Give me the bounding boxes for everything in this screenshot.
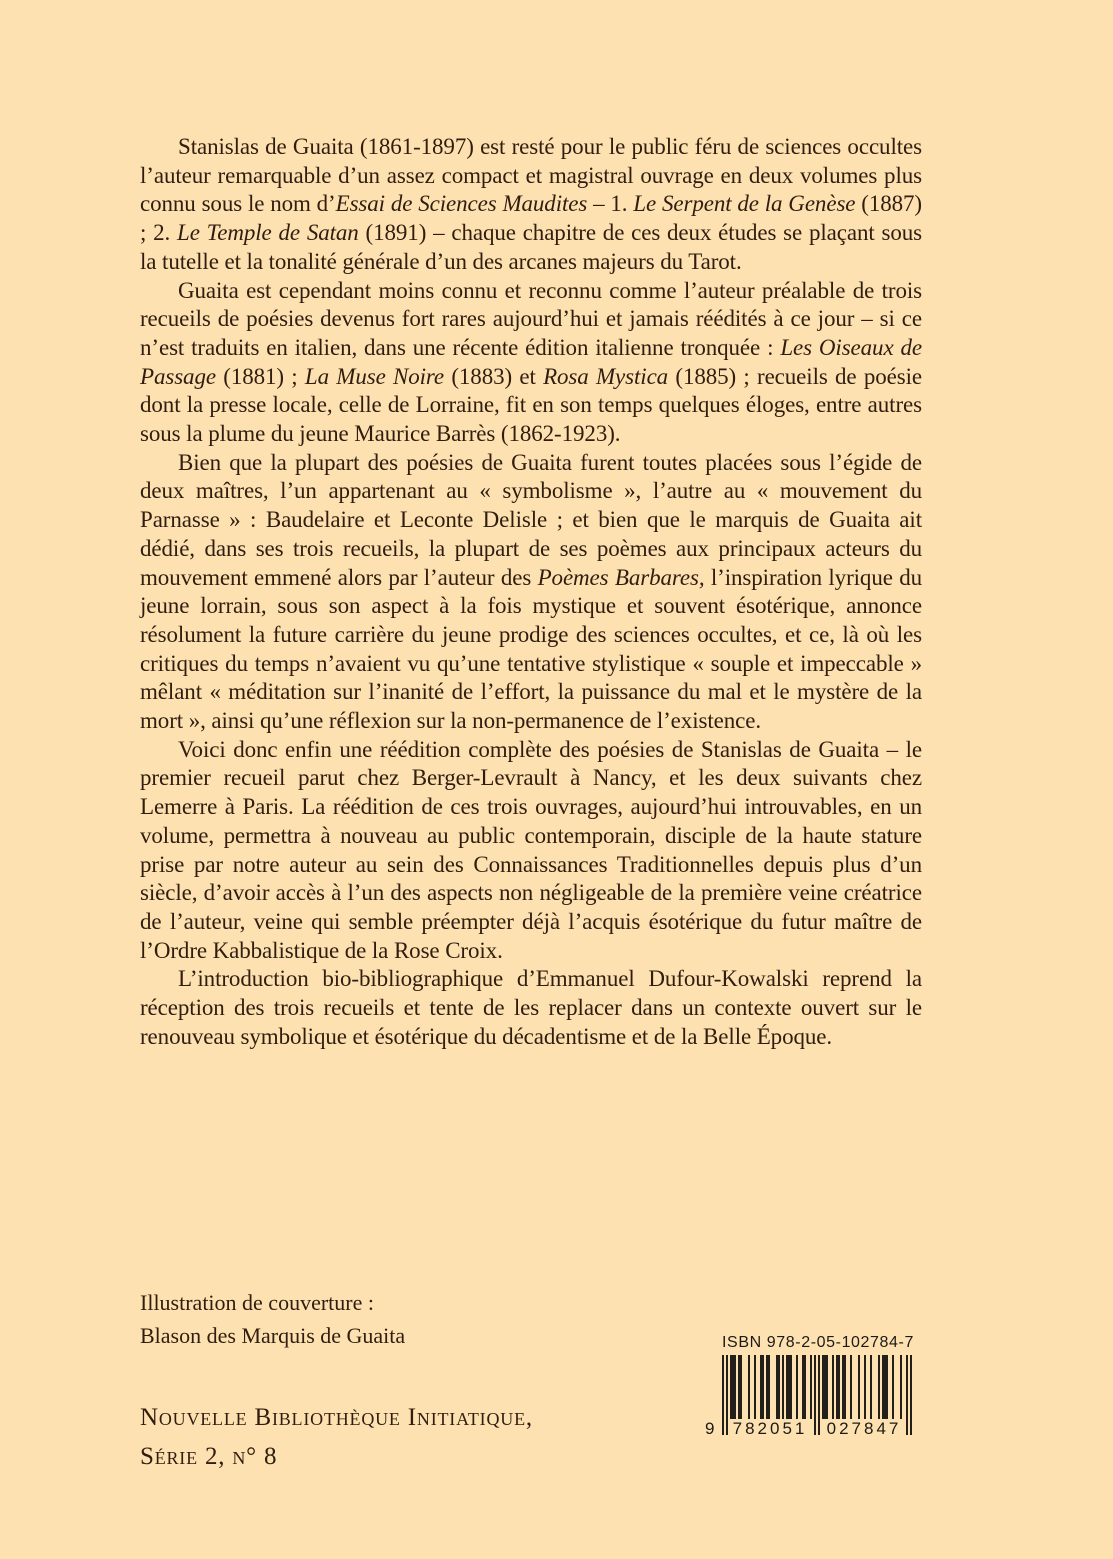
series-info: [140, 1398, 533, 1476]
cover-note-line1: Illustration de couverture :: [140, 1290, 374, 1315]
barcode-digits-right: 027847: [826, 1419, 902, 1438]
blurb: [140, 133, 922, 1052]
barcode-digits-left: 782051: [732, 1419, 808, 1438]
series-number: Série 2, n° 8: [140, 1443, 278, 1470]
paragraph: Stanislas de Guaita (1861-1897) est resté pour le public féru de sciences occultes l’auteur remarquable d’un assez compact et magistral ouvrage en deux volumes plus connu sous le nom d’Essai de Sciences Maudites – 1. Le Serpent de la Genèse (1887) ; 2. Le Temple de Satan (1891) – chaque chapitre de ces deux études se plaçant sous la tutelle et la tonalité générale d’un des arcanes majeurs du Tarot.: [140, 134, 922, 274]
paragraph: Guaita est cependant moins connu et reconnu comme l’auteur préalable de trois recueils de poésies devenus fort rares aujourd’hui et jamais réédités à ce jour – si ce n’est traduits en italien, dans une récente édition italienne tronquée : Les Oiseaux de Passage (1881) ; La Muse Noire (1883) et Rosa Mystica (1885) ; recueils de poésie dont la presse locale, celle de Lorraine, fit en son temps quelques éloges, entre autres sous la plume du jeune Maurice Barrès (1862-1923).: [140, 277, 922, 447]
paragraph: Bien que la plupart des poésies de Guaita furent toutes placées sous l’égide de deux maîtres, l’un appartenant au « symbolisme », l’autre au « mouvement du Parnasse » : Baudelaire et Leconte Delisle ; et bien que le marquis de Guaita ait dédié, dans ses trois recueils, la plupart de ses poèmes aux principaux acteurs du mouvement emmené alors par l’auteur des Poèmes Barbares, l’inspiration lyrique du jeune lorrain, sous son aspect à la fois mystique et souvent ésotérique, annonce résolument la future carrière du jeune prodige des sciences occultes, et ce, là où les critiques du temps n’avaient vu qu’une tentative stylistique « souple et impeccable » mêlant « méditation sur l’inanité de l’effort, la puissance du mal et le mystère de la mort », ainsi qu’une réflexion sur la non-permanence de l’existence.: [140, 449, 923, 734]
paragraph: L’introduction bio-bibliographique d’Emmanuel Dufour-Kowalski reprend la réception des trois recueils et tente de les replacer dans un contexte ouvert sur le renouveau symbolique et ésotérique du décadentisme et de la Belle Époque.: [140, 966, 922, 1049]
series-name: Nouvelle Bibliothèque Initiatique,: [140, 1404, 533, 1431]
barcode-digit-first: 9: [705, 1419, 715, 1438]
paragraph: Voici donc enfin une réédition complète des poésies de Stanislas de Guaita – le premier recueil parut chez Berger-Levrault à Nancy, et les deux suivants chez Lemerre à Paris. La réédition de ces trois ouvrages, aujourd’hui introuvables, en un volume, permettra à nouveau au public contemporain, disciple de la haute stature prise par notre auteur au sein des Connaissances Traditionnelles depuis plus d’un siècle, d’avoir accès à l’un des aspects non négligeable de la première veine créatrice de l’auteur, veine qui semble préempter déjà l’acquis ésotérique du futur maître de l’Ordre Kabbalistique de la Rose Croix.: [140, 736, 922, 963]
ean13-barcode: [705, 1355, 912, 1455]
isbn-block: [705, 1334, 914, 1455]
cover-note-line2: Blason des Marquis de Guaita: [140, 1323, 406, 1348]
cover-illustration-note: [140, 1286, 405, 1352]
barcode-digits: [705, 1417, 912, 1441]
isbn-label: ISBN 978-2-05-102784-7: [722, 1334, 914, 1351]
